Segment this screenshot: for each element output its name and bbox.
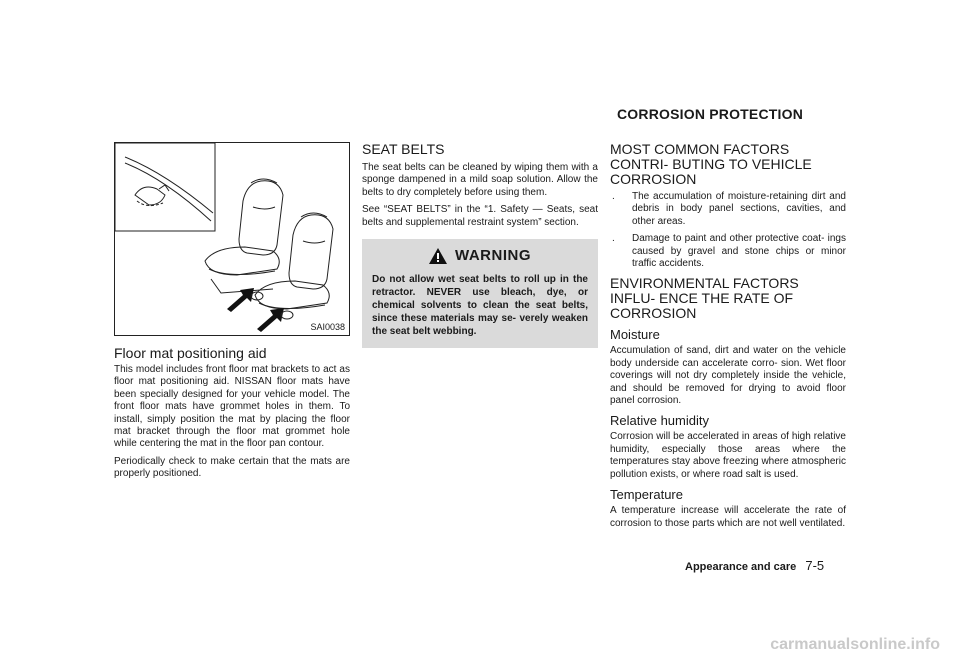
warning-header (372, 247, 588, 264)
warning-text: Do not allow wet seat belts to roll up in the retractor. NEVER use bleach, dye, or chemical solvents to clean the seat belts, since these materials may se- verely weaken the seat belt webbing. (372, 274, 588, 338)
watermark-text: carmanualsonline.info (770, 636, 940, 653)
column-corrosion (610, 142, 846, 535)
common-factors-list (610, 191, 846, 270)
figure-code: SAI0038 (310, 322, 345, 332)
moisture-subheading: Moisture (610, 327, 660, 343)
seat-belts-paragraph-2: See “SEAT BELTS” in the “1. Safety — Seats, seat belts and supplemental restraint system” section. (362, 204, 598, 228)
floor-mat-paragraph-1: This model includes front floor mat brackets to act as floor mat positioning aid. NISSAN floor mats have been specially designed for your vehicle model. The front floor mats have grommet holes in them. To install, simply position the mat by placing the floor mat bracket through the floor mat grommet hole while centering the mat in the floor pan contour. (114, 364, 350, 450)
warning-title: WARNING (455, 247, 531, 265)
list-item: . Damage to paint and other protective coat- ings caused by gravel and stone chips or minor traffic accidents. (612, 233, 846, 270)
seat-belts-heading: SEAT BELTS (362, 141, 445, 157)
seat-diagram-icon (115, 143, 349, 335)
footer-section: Appearance and care (685, 561, 797, 573)
bullet-dot: . (612, 191, 615, 202)
seat-belts-paragraph-1: The seat belts can be cleaned by wiping them with a sponge dampened in a mild soap solution. Allow the belts to dry completely before using them. (362, 162, 598, 198)
moisture-text: Accumulation of sand, dirt and water on the vehicle body underside can accelerate corro- sion. Wet floor coverings will not dry completely inside the vehicle, and should be removed for drying to avoid floor panel corrosion. (610, 345, 846, 407)
bullet-dot: . (612, 233, 615, 245)
temperature-subheading: Temperature (610, 487, 683, 503)
humidity-subheading: Relative humidity (610, 413, 709, 429)
floor-mat-heading: Floor mat positioning aid (114, 345, 267, 361)
column-seat-belts (362, 142, 598, 348)
environmental-factors-heading: ENVIRONMENTAL FACTORS INFLU- ENCE THE RATE OF CORROSION (610, 275, 799, 322)
page-title: CORROSION PROTECTION (617, 106, 804, 122)
list-item: . The accumulation of moisture-retaining dirt and debris in body panel sections, cavities, and other areas. (612, 191, 846, 227)
temperature-text: A temperature increase will accelerate the rate of corrosion to those parts which are not well ventilated. (610, 505, 846, 529)
page-footer (685, 558, 824, 573)
warning-triangle-icon (429, 248, 447, 264)
floor-mat-paragraph-2: Periodically check to make certain that the mats are properly positioned. (114, 455, 350, 480)
humidity-text: Corrosion will be accelerated in areas of high relative humidity, especially those areas where the temperatures stay above freezing where atmospheric pollution exists, or where road salt is used. (610, 431, 846, 480)
page-number: 7-5 (805, 558, 825, 573)
warning-box (362, 239, 598, 348)
seat-floor-mat-illustration (114, 142, 350, 336)
common-factors-heading: MOST COMMON FACTORS CONTRI- BUTING TO VEHICLE CORROSION (610, 141, 812, 187)
column-floor-mat (114, 142, 350, 486)
